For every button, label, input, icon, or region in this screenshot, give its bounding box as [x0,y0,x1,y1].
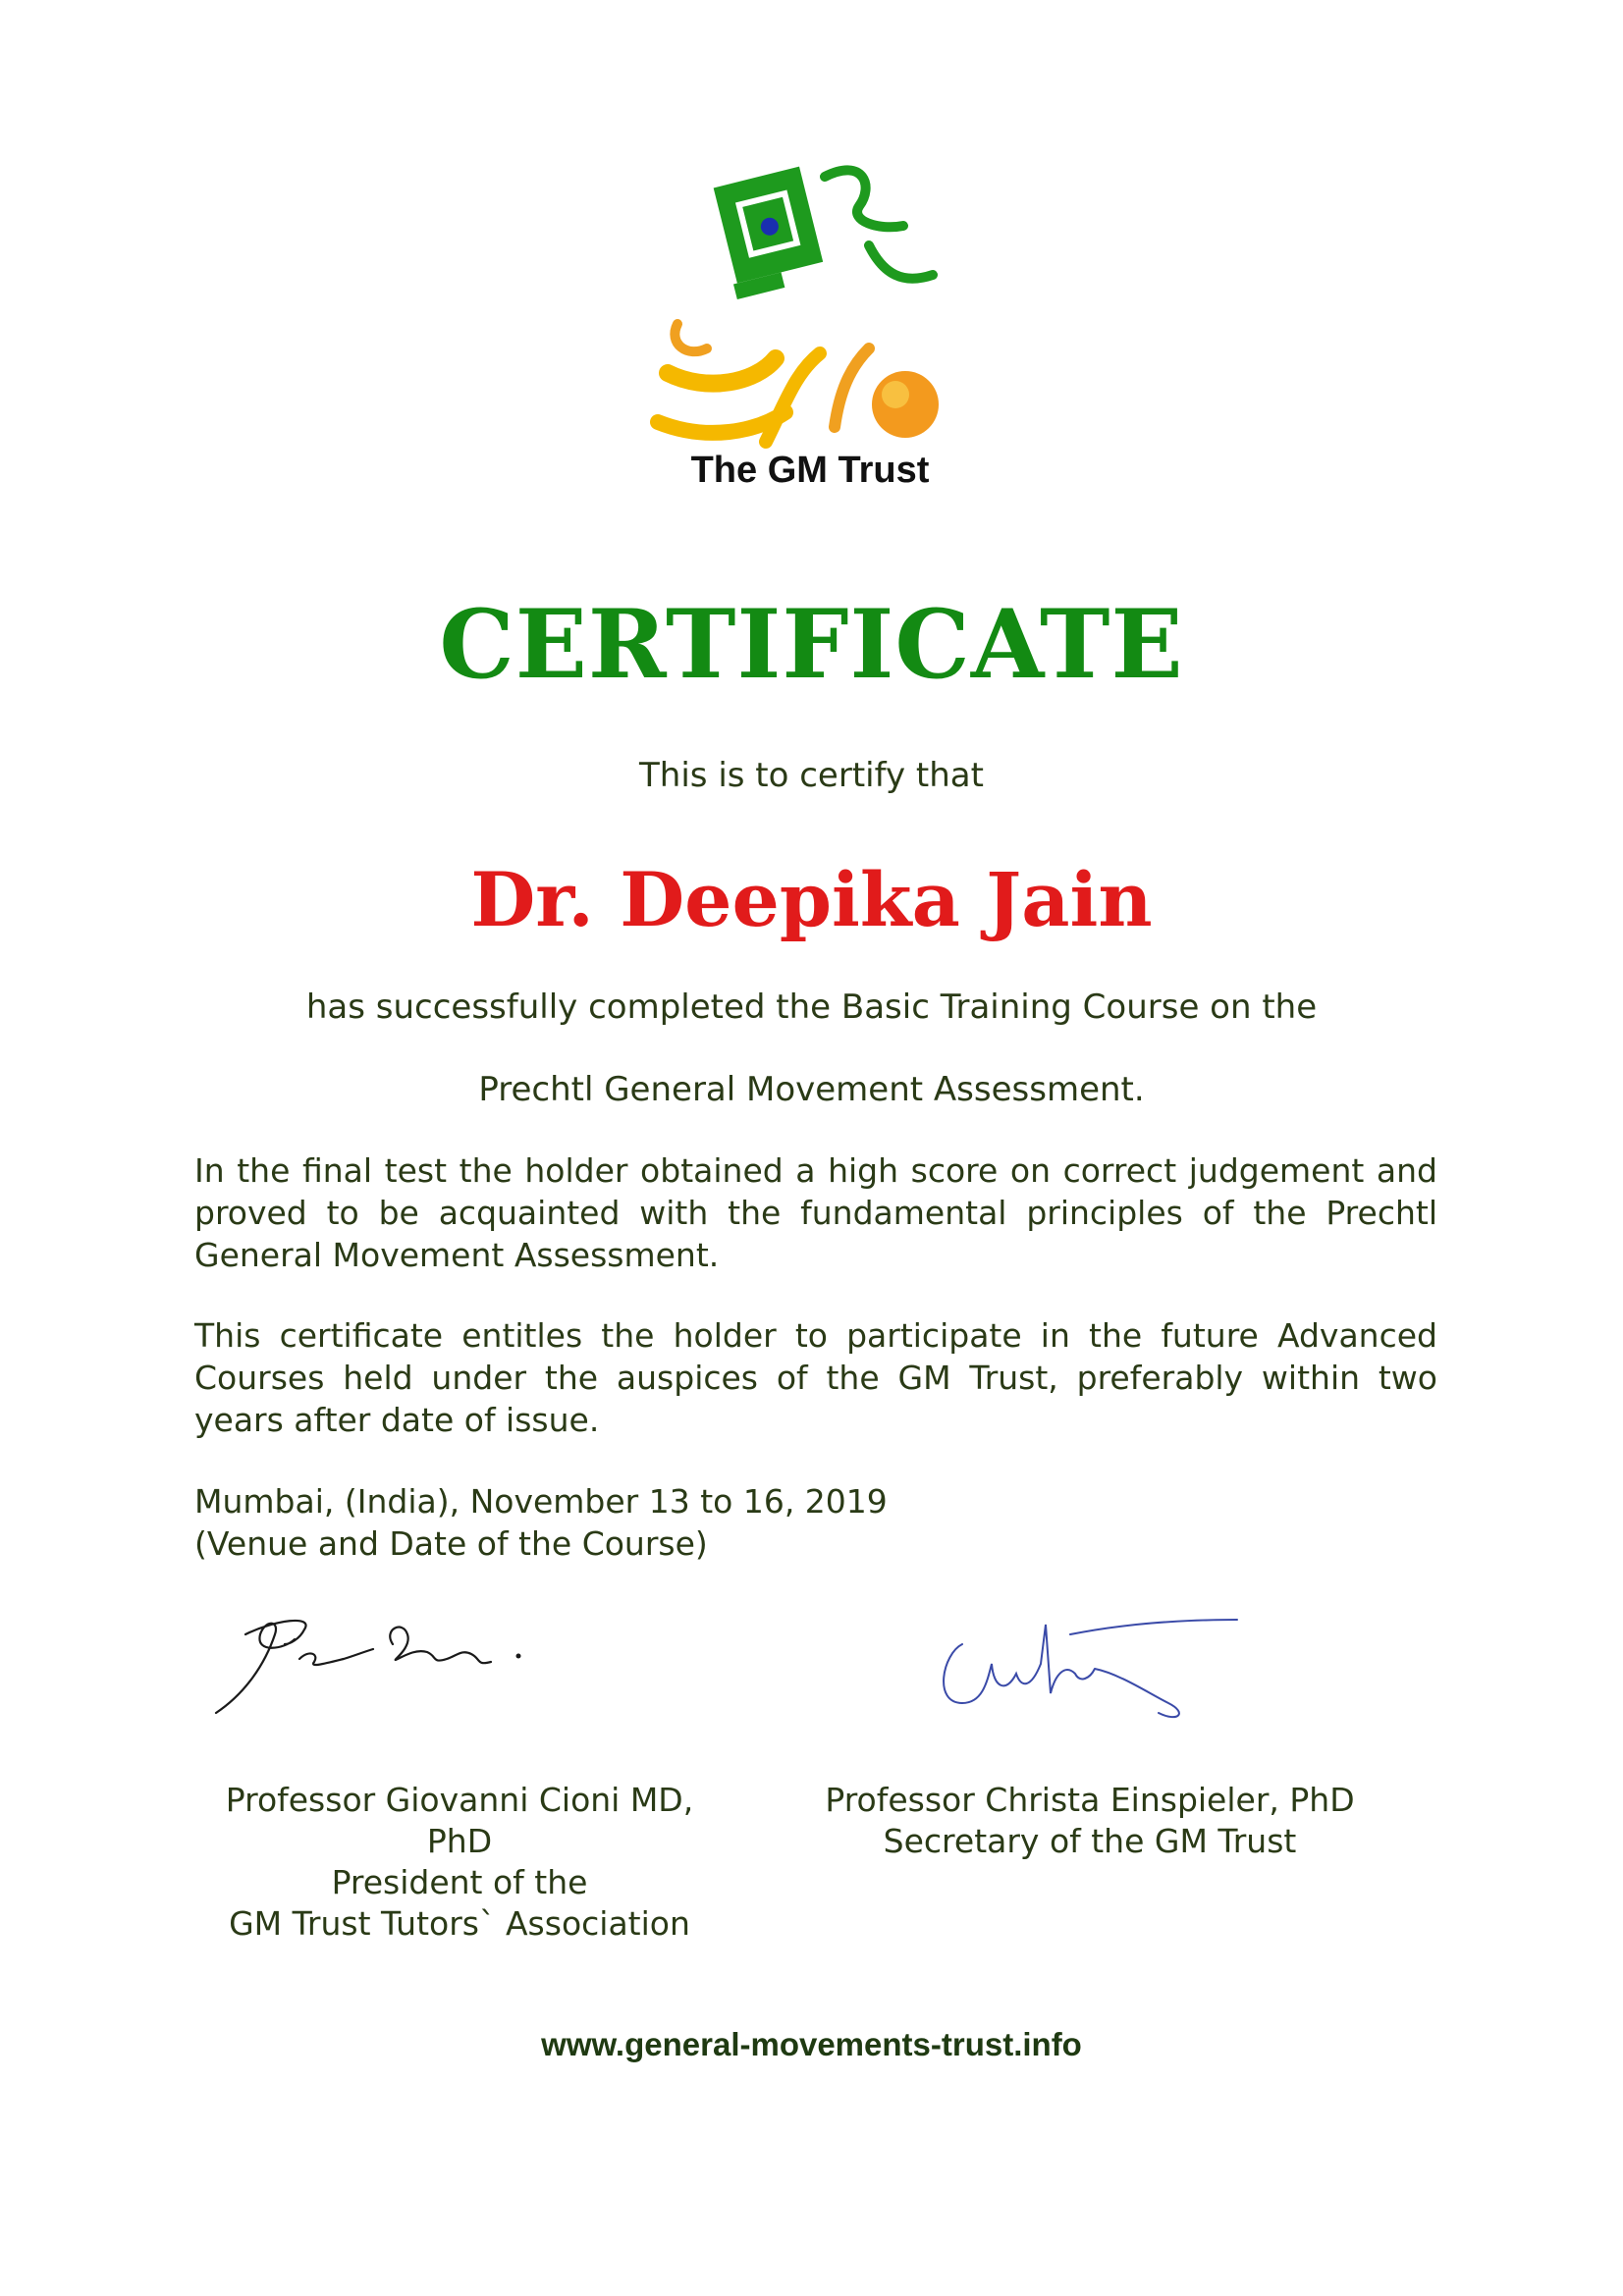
intro-text: This is to certify that [639,756,984,795]
signatory-name: Professor Giovanni Cioni MD, PhD [225,1781,694,1860]
course-name: Prechtl General Movement Assessment. [478,1070,1145,1109]
paragraph-entitlement: This certificate entitles the holder to participate in the future Advanced Courses held under the auspices of the GM Trust, preferably within two years after date of issue. [194,1316,1437,1439]
website-link[interactable]: www.general-movements-trust.info [541,2026,1082,2062]
venue-line: Mumbai, (India), November 13 to 16, 2019 [194,1482,888,1521]
paragraph-final-test: In the final test the holder obtained a high score on correct judgement and proved to be acquainted with the fundamental principles of the Prechtl General Movement Assessment. [194,1151,1437,1274]
signature-einspieler [923,1605,1247,1733]
signatory-einspieler [825,1780,1355,1862]
signatory-cioni [194,1780,725,1945]
completion-line: has successfully completed the Basic Training Course on the [305,988,1318,1027]
certificate-title: CERTIFICATE [439,589,1184,700]
venue-block [194,1480,888,1565]
signatory-name: Professor Christa Einspieler, PhD [825,1781,1355,1819]
venue-caption: (Venue and Date of the Course) [194,1524,708,1563]
signatory-role: Secretary of the GM Trust [883,1822,1297,1860]
signatory-role: President of the [331,1863,588,1901]
recipient-name: Dr. Deepika Jain [470,856,1153,943]
gm-trust-logo [648,147,962,461]
signature-cioni [206,1605,530,1723]
logo-text: The GM Trust [690,450,930,491]
signatory-organization: GM Trust Tutors` Association [229,1904,690,1943]
